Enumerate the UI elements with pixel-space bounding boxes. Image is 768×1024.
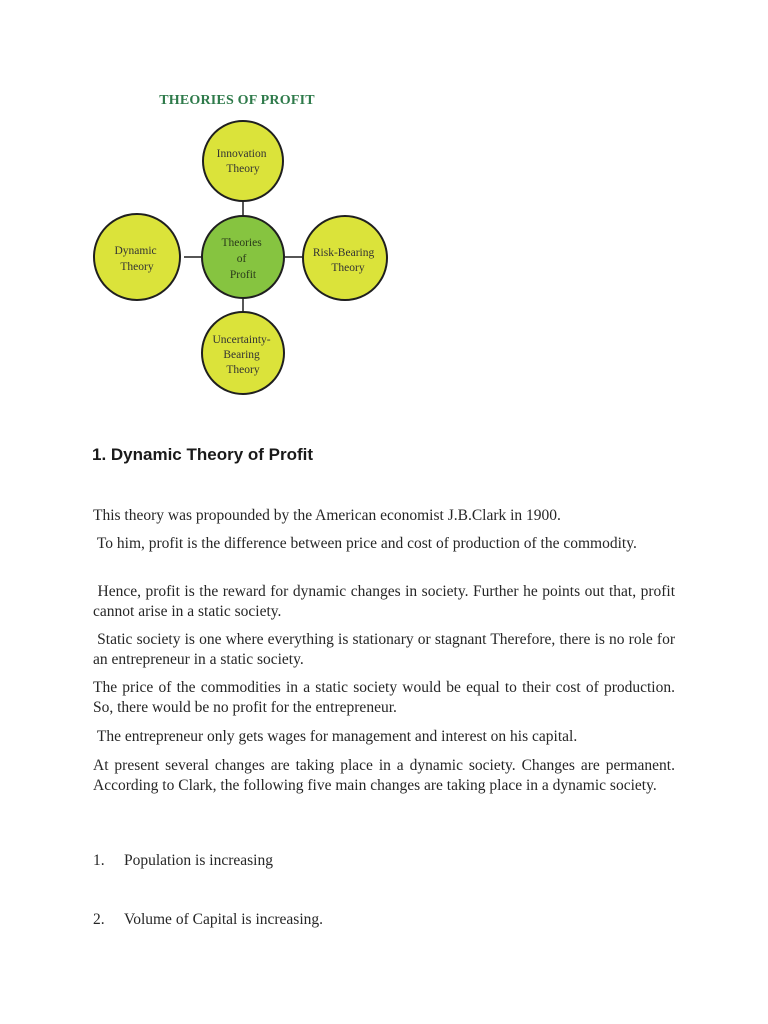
node-theories-of-profit-center (202, 216, 284, 298)
paragraph: The entrepreneur only gets wages for management and interest on his capital. (93, 728, 578, 745)
node-line: Theory (226, 163, 260, 175)
node-circle (203, 121, 283, 201)
node-line: Innovation (216, 148, 267, 160)
node-circle (94, 214, 180, 300)
center-line: Profit (229, 269, 257, 281)
node-line: Bearing (223, 349, 260, 361)
paragraph: Static society is one where everything is stationary or stagnant Therefore, there is no role for an entrepreneur in a static society. (93, 631, 679, 668)
node-innovation-theory (203, 121, 283, 201)
center-line: of (236, 253, 247, 265)
paragraph: The price of the commodities in a static society would be equal to their cost of production. So, there would be no profit for the entrepreneur. (93, 679, 675, 716)
node-dynamic-theory (94, 214, 180, 300)
node-line: Dynamic (114, 245, 157, 257)
node-line: Uncertainty- (212, 334, 271, 346)
theories-of-profit-diagram (0, 0, 768, 420)
node-line: Theory (226, 364, 260, 376)
node-line: Theory (331, 262, 365, 274)
node-line: Risk-Bearing (312, 247, 375, 259)
list-item (93, 851, 273, 871)
list-text: Population is increasing (124, 852, 273, 869)
list-item (93, 910, 323, 930)
section-heading: 1. Dynamic Theory of Profit (92, 445, 314, 464)
node-uncertainty-bearing-theory (202, 312, 284, 394)
node-line: Theory (120, 261, 154, 273)
diagram-title: THEORIES OF PROFIT (159, 93, 315, 108)
node-risk-bearing-theory (303, 216, 387, 300)
list-number: 2. (93, 911, 105, 928)
paragraph: To him, profit is the difference between price and cost of production of the commodity. (93, 535, 637, 552)
paragraph: Hence, profit is the reward for dynamic changes in society. Further he points out that, profit cannot arise in a static society. (93, 583, 679, 620)
paragraph: This theory was propounded by the American economist J.B.Clark in 1900. (93, 507, 561, 524)
paragraph: At present several changes are taking place in a dynamic society. Changes are permanent. According to Clark, the following five main changes are taking place in a dynamic society. (93, 757, 675, 794)
center-line: Theories (221, 237, 262, 249)
list-text: Volume of Capital is increasing. (124, 911, 324, 928)
list-number: 1. (93, 852, 105, 869)
